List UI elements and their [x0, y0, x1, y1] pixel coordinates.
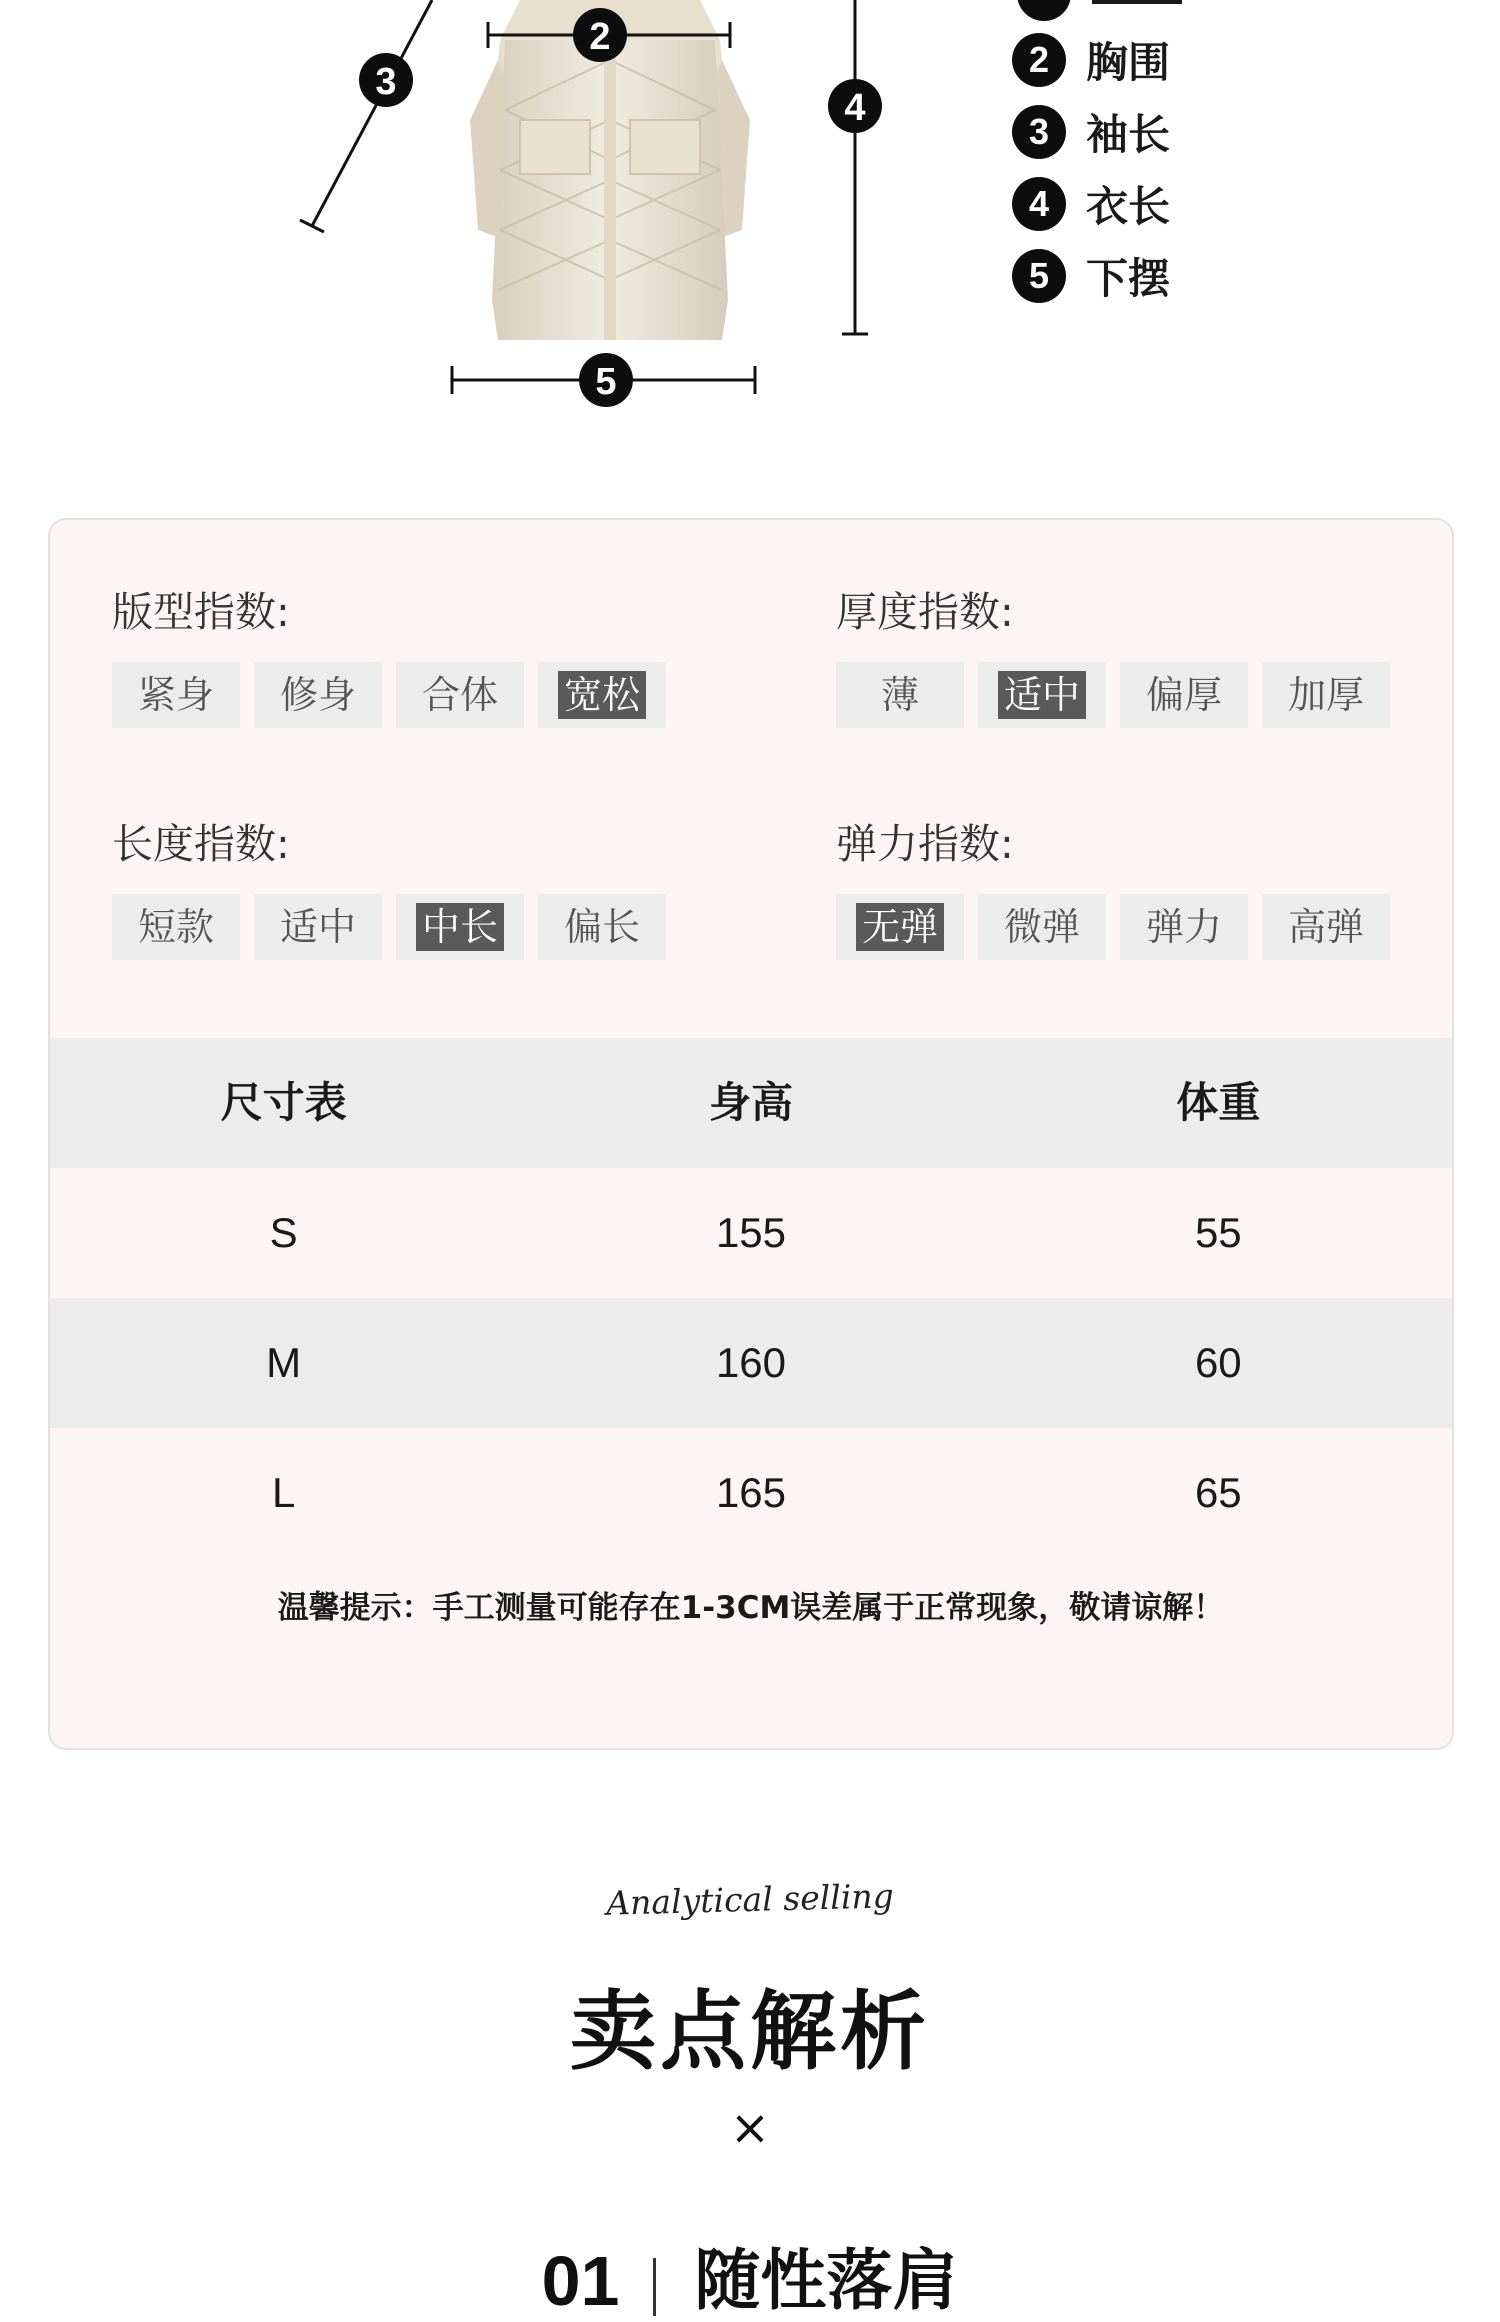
option-label: 宽松	[558, 671, 646, 719]
option-label: 弹力	[1145, 905, 1222, 949]
fit-option-tight	[112, 662, 240, 728]
table-cell: 165	[715, 1469, 787, 1516]
marker-3	[359, 53, 413, 107]
table-cell: 155	[715, 1209, 787, 1256]
elasticity-option-slight	[978, 894, 1106, 960]
option-label: 无弹	[856, 903, 944, 951]
option-label: 中长	[416, 903, 504, 951]
elasticity-index-options	[836, 894, 1396, 960]
elasticity-index-title: 弹力指数:	[836, 820, 1014, 868]
size-table	[50, 1038, 1452, 1558]
legend-item	[1012, 246, 1170, 306]
legend-number: 2	[1012, 33, 1066, 87]
option-label: 高弹	[1287, 905, 1364, 949]
table-cell: 160	[715, 1339, 787, 1386]
fit-option-slim	[254, 662, 382, 728]
measurement-diagram	[0, 0, 1500, 440]
fit-index	[112, 582, 640, 717]
table-cell: M	[266, 1339, 302, 1386]
option-label: 薄	[880, 673, 919, 717]
fit-option-regular	[396, 662, 524, 728]
feature-title: 随性落肩	[694, 2242, 959, 2319]
marker-5-label: 5	[595, 361, 617, 403]
table-cell: S	[269, 1209, 298, 1256]
legend-number: 4	[1012, 177, 1066, 231]
legend-number: 5	[1012, 249, 1066, 303]
thickness-option-extra-thick	[1262, 662, 1390, 728]
length-index-options	[112, 894, 672, 960]
thickness-index-options	[836, 662, 1396, 728]
option-label: 微弹	[1003, 905, 1080, 949]
thickness-index	[836, 582, 1364, 717]
marker-2-label: 2	[589, 16, 611, 58]
option-label: 合体	[421, 673, 498, 717]
table-cell: 65	[1194, 1469, 1242, 1516]
table-header-cell: 尺寸表	[220, 1078, 347, 1127]
close-icon: ×	[729, 2100, 771, 2156]
table-header-cell: 身高	[708, 1078, 793, 1127]
length-option-mid-long-selected	[396, 894, 524, 960]
elasticity-option-high	[1262, 894, 1390, 960]
option-label: 短款	[137, 905, 214, 949]
legend-label: 下摆	[1086, 254, 1171, 303]
section-subtitle: Analytical selling	[605, 1876, 895, 1923]
table-cell: L	[271, 1469, 296, 1516]
length-option-short	[112, 894, 240, 960]
marker-2	[573, 8, 627, 62]
length-index	[112, 814, 640, 949]
feature-number: 01	[541, 2242, 620, 2320]
table-cell: 55	[1194, 1209, 1242, 1256]
option-label: 修身	[279, 673, 356, 717]
elasticity-option-none-selected	[836, 894, 964, 960]
thickness-index-title: 厚度指数:	[836, 588, 1014, 636]
legend-label: 袖长	[1086, 110, 1171, 159]
elasticity-index	[836, 814, 1364, 949]
table-row	[50, 1168, 1452, 1298]
option-label: 偏长	[563, 905, 640, 949]
option-label: 加厚	[1287, 673, 1364, 717]
legend-item	[1012, 102, 1170, 162]
length-index-title: 长度指数:	[112, 820, 290, 868]
feature-heading	[0, 2240, 1500, 2322]
thickness-option-thin	[836, 662, 964, 728]
fit-index-options	[112, 662, 672, 728]
option-label: 适中	[998, 671, 1086, 719]
option-label: 偏厚	[1145, 673, 1222, 717]
length-option-long	[538, 894, 666, 960]
legend-label: 衣长	[1086, 182, 1171, 231]
option-label: 适中	[279, 905, 356, 949]
table-row	[50, 1428, 1452, 1558]
table-header-row	[50, 1038, 1452, 1168]
measurement-tip: 温馨提示：手工测量可能存在1-3CM误差属于正常现象，敬请谅解！	[277, 1590, 1225, 1626]
thickness-option-medium-selected	[978, 662, 1106, 728]
feature-divider	[653, 2258, 656, 2316]
length-option-medium	[254, 894, 382, 960]
legend-item	[1012, 174, 1170, 234]
fit-index-title: 版型指数:	[112, 588, 290, 636]
marker-4-label: 4	[844, 87, 866, 129]
measurement-legend	[1012, 0, 1372, 320]
marker-5	[579, 353, 633, 407]
sleeve-measure-line	[300, 0, 432, 232]
option-label: 紧身	[137, 673, 214, 717]
legend-label: 胸围	[1086, 38, 1171, 87]
marker-4	[828, 79, 882, 133]
legend-item	[1012, 30, 1170, 90]
marker-3-label: 3	[375, 61, 397, 103]
table-header-cell: 体重	[1176, 1078, 1261, 1127]
thickness-option-thick	[1120, 662, 1248, 728]
legend-number: 3	[1012, 105, 1066, 159]
section-title: 卖点解析	[570, 1982, 930, 2082]
elasticity-option-elastic	[1120, 894, 1248, 960]
table-cell: 60	[1194, 1339, 1242, 1386]
length-measure-line	[842, 0, 868, 334]
fit-option-loose-selected	[538, 662, 666, 728]
size-info-card	[48, 518, 1454, 1750]
table-row	[50, 1298, 1452, 1428]
